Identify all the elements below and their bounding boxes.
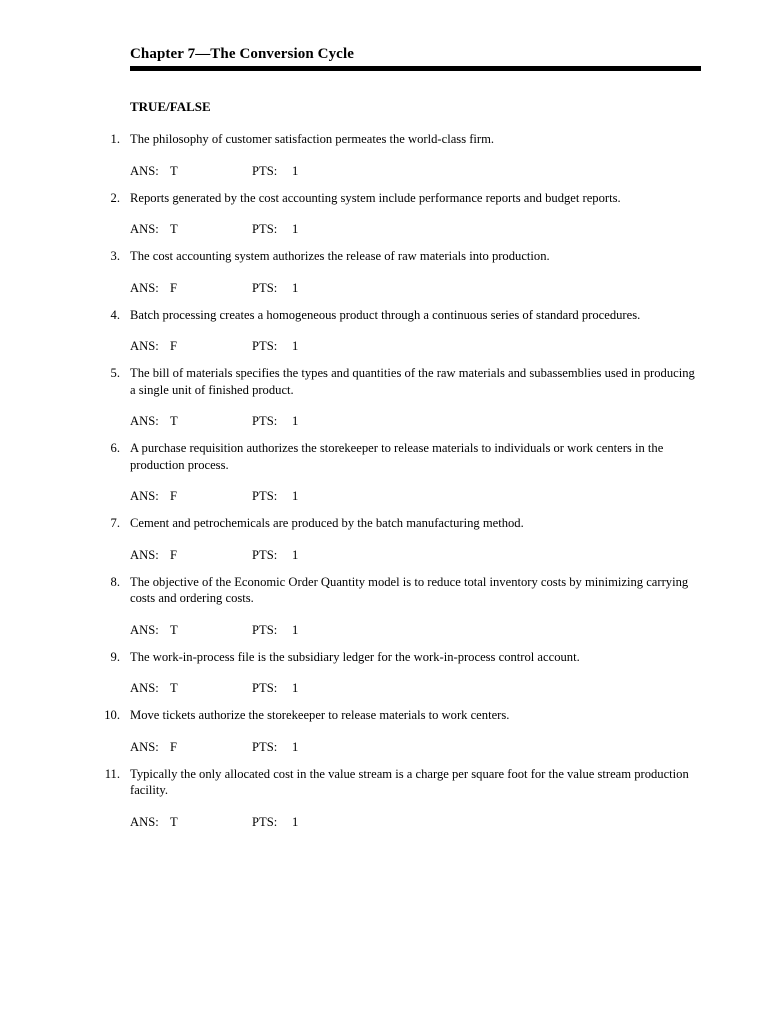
pts-value: 1	[292, 814, 299, 829]
question-item	[0, 365, 768, 430]
question-line	[0, 307, 768, 324]
ans-value: T	[170, 814, 178, 829]
question-line	[0, 515, 768, 532]
question-line	[0, 766, 768, 799]
question-item	[0, 307, 768, 356]
question-line	[0, 574, 768, 607]
ans-label: ANS:	[130, 547, 159, 562]
ans-value: F	[170, 547, 178, 562]
ans-value: F	[170, 489, 178, 503]
pts-value: 1	[292, 163, 299, 178]
answer-row	[0, 548, 768, 564]
pts-value: 1	[292, 622, 299, 637]
ans-label: ANS:	[130, 739, 159, 754]
pts-label: PTS:	[252, 814, 278, 829]
question-number: 6.	[110, 441, 120, 455]
ans-value: T	[170, 414, 178, 428]
pts-value: 1	[292, 339, 299, 353]
question-line	[0, 440, 768, 473]
pts-value: 1	[292, 681, 299, 695]
question-item	[0, 440, 768, 505]
ans-label: ANS:	[130, 280, 159, 295]
ans-label: ANS:	[130, 414, 159, 428]
question-text: Reports generated by the cost accounting system include performance reports and budget reports.	[130, 190, 621, 205]
question-number: 2.	[110, 190, 120, 205]
question-item	[0, 649, 768, 698]
question-number: 1.	[110, 132, 120, 146]
question-line	[0, 190, 768, 207]
question-number: 11.	[104, 766, 120, 781]
question-text: The work-in-process file is the subsidiary ledger for the work-in-process control account.	[130, 649, 580, 664]
question-number: 7.	[110, 516, 120, 530]
pts-value: 1	[292, 280, 299, 295]
answer-row	[0, 681, 768, 697]
question-list	[0, 131, 768, 841]
question-text: Cement and petrochemicals are produced by the batch manufacturing method.	[130, 516, 524, 530]
pts-label: PTS:	[252, 681, 278, 695]
title-rule	[130, 66, 701, 71]
ans-label: ANS:	[130, 814, 159, 829]
pts-label: PTS:	[252, 547, 278, 562]
question-number: 10.	[104, 708, 120, 722]
question-line	[0, 707, 768, 724]
pts-value: 1	[292, 414, 299, 428]
pts-label: PTS:	[252, 339, 278, 353]
question-text: A purchase requisition authorizes the storekeeper to release materials to individuals or work centers in the production process.	[130, 441, 664, 472]
question-text: The objective of the Economic Order Quantity model is to reduce total inventory costs by minimizing carrying costs and ordering costs.	[130, 574, 689, 605]
question-item	[0, 574, 768, 639]
section-heading: TRUE/FALSE	[130, 99, 211, 114]
question-text: The philosophy of customer satisfaction permeates the world-class firm.	[130, 132, 495, 146]
question-line	[0, 131, 768, 148]
question-text: The cost accounting system authorizes the release of raw materials into production.	[130, 249, 550, 263]
pts-label: PTS:	[252, 489, 278, 503]
pts-value: 1	[292, 547, 299, 562]
answer-row	[0, 740, 768, 756]
question-item	[0, 707, 768, 756]
question-line	[0, 649, 768, 666]
ans-label: ANS:	[130, 163, 159, 178]
question-number: 5.	[110, 366, 120, 380]
ans-value: T	[170, 163, 178, 178]
chapter-title: Chapter 7—The Conversion Cycle	[130, 46, 354, 62]
ans-value: T	[170, 622, 178, 637]
ans-label: ANS:	[130, 222, 159, 236]
question-line	[0, 365, 768, 398]
question-item	[0, 248, 768, 297]
answer-row	[0, 489, 768, 505]
answer-row	[0, 222, 768, 238]
pts-label: PTS:	[252, 622, 278, 637]
question-line	[0, 248, 768, 265]
question-number: 4.	[110, 307, 120, 322]
pts-label: PTS:	[252, 739, 278, 754]
question-item	[0, 190, 768, 239]
pts-value: 1	[292, 739, 299, 754]
ans-value: T	[170, 222, 178, 236]
question-number: 9.	[110, 649, 120, 664]
question-number: 8.	[110, 574, 120, 589]
question-text: Move tickets authorize the storekeeper to release materials to work centers.	[130, 708, 510, 722]
ans-value: F	[170, 280, 178, 295]
ans-value: T	[170, 681, 178, 695]
answer-row	[0, 623, 768, 639]
pts-value: 1	[292, 222, 299, 236]
question-item	[0, 766, 768, 831]
ans-label: ANS:	[130, 681, 159, 695]
ans-value: F	[170, 339, 178, 353]
answer-row	[0, 164, 768, 180]
answer-row	[0, 815, 768, 831]
pts-label: PTS:	[252, 163, 278, 178]
question-item	[0, 515, 768, 564]
question-item	[0, 131, 768, 180]
pts-value: 1	[292, 489, 299, 503]
pts-label: PTS:	[252, 280, 278, 295]
pts-label: PTS:	[252, 414, 278, 428]
pts-label: PTS:	[252, 222, 278, 236]
answer-row	[0, 414, 768, 430]
answer-row	[0, 281, 768, 297]
question-text: Typically the only allocated cost in the value stream is a charge per square foot for the value stream production facility.	[130, 766, 689, 797]
question-text: Batch processing creates a homogeneous product through a continuous series of standard procedures.	[130, 307, 641, 322]
question-text: The bill of materials specifies the types and quantities of the raw materials and subassemblies used in producing a single unit of finished product.	[130, 366, 695, 397]
question-number: 3.	[110, 249, 120, 263]
ans-label: ANS:	[130, 489, 159, 503]
ans-label: ANS:	[130, 622, 159, 637]
ans-label: ANS:	[130, 339, 159, 353]
answer-row	[0, 339, 768, 355]
ans-value: F	[170, 739, 178, 754]
